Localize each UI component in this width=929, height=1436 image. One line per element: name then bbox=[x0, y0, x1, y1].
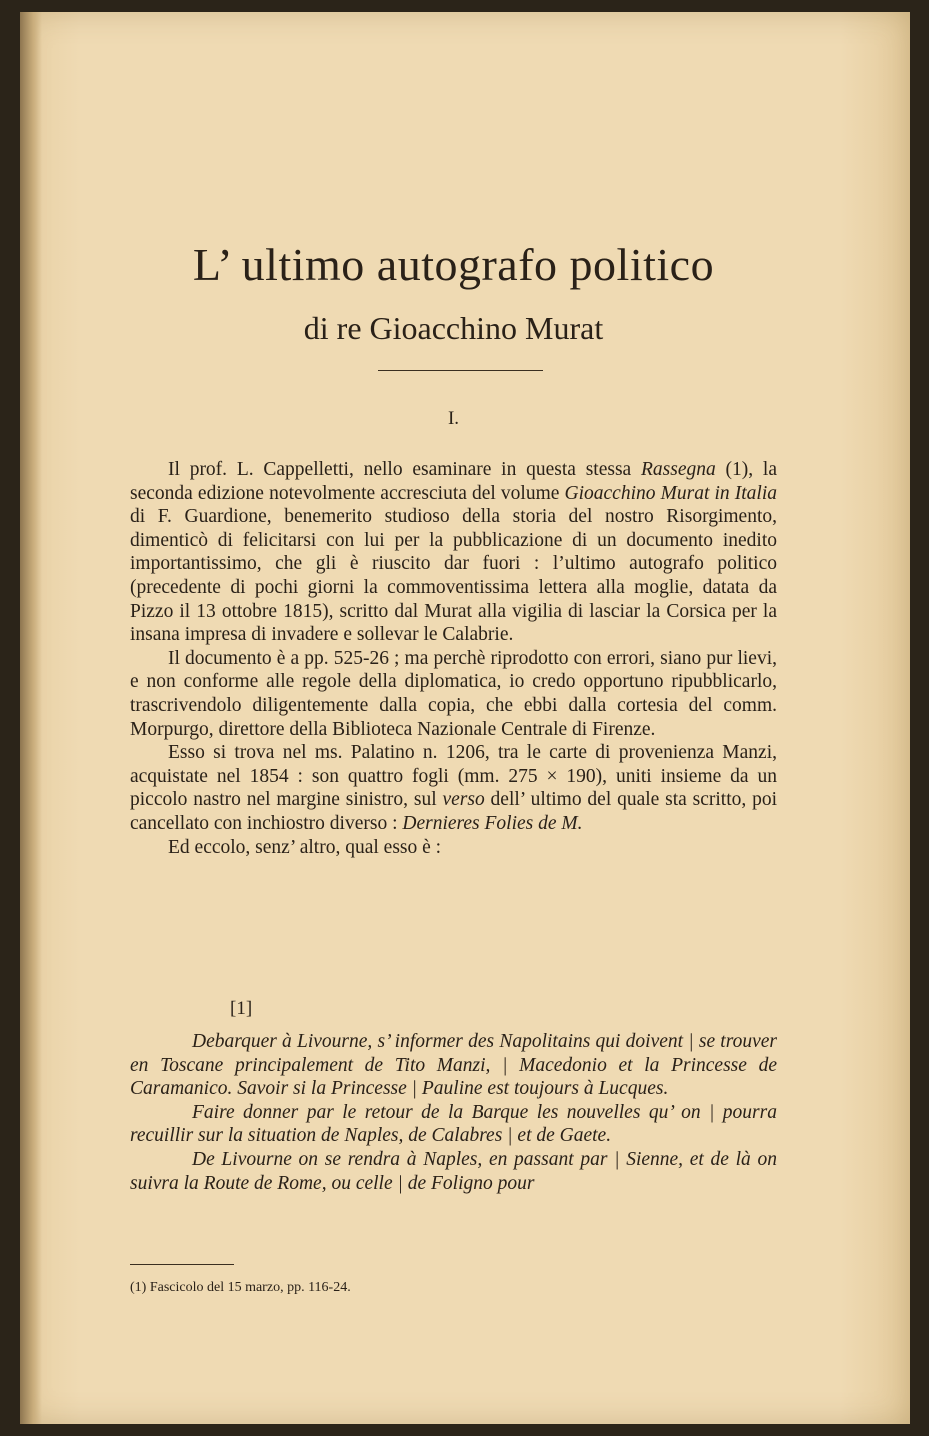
letter-paragraph: Debarquer à Livourne, s’ informer des Napolitains qui doivent | se trouver en Toscane principalement de Tito Manzi, | Macedonio et la Princesse de Caramanico. Savoir si la Princesse | Pauline est toujours à Lucques. bbox=[130, 1031, 777, 1100]
cancelled-note: Dernieres Folies de M. bbox=[402, 812, 583, 834]
paragraph-3: Esso si trova nel ms. Palatino n. 1206, tra le carte di provenienza Manzi, acquistate nel 1854 : son quattro fogli (mm. 275 × 190), uniti insieme da un piccolo nastro nel margine sinistro, sul verso dell’ ultimo del quale sta scritto, poi cancellato con inchiostro diverso : Dernieres Folies de M. bbox=[130, 742, 778, 834]
article-title: L’ ultimo autografo politico bbox=[192, 239, 715, 290]
letter-paragraph: Faire donner par le retour de la Barque les nouvelles qu’ on | pourra recuillir sur la situation de Naples, de Calabres | et de Gaete. bbox=[130, 1101, 777, 1147]
title-divider bbox=[378, 370, 543, 371]
letter-page-number: [1] bbox=[230, 998, 253, 1019]
section-number: I. bbox=[447, 408, 460, 429]
book-title: Gioacchino Murat in Italia bbox=[564, 482, 777, 504]
letter-transcription bbox=[130, 1030, 777, 1195]
footnote: (1) Fascicolo del 15 marzo, pp. 116-24. bbox=[130, 1280, 351, 1295]
body-text bbox=[130, 458, 777, 859]
footnote-divider bbox=[130, 1264, 234, 1265]
journal-title: Rassegna bbox=[641, 459, 716, 480]
paragraph-4: Ed eccolo, senz’ altro, qual esso è : bbox=[168, 836, 442, 858]
article-subtitle: di re Gioacchino Murat bbox=[303, 310, 604, 346]
page-gutter-shadow bbox=[20, 12, 42, 1424]
book-page bbox=[20, 12, 910, 1424]
paragraph-2: Il documento è a pp. 525-26 ; ma perchè riprodotto con errori, siano pur lievi, e non conforme alle regole della diplomatica, io credo opportuno ripubblicarlo, trascrivendolo diligentemente dalla copia, che ebbi dalla cortesia del comm. Morpurgo, direttore della Biblioteca Nazionale Centrale di Firenze. bbox=[130, 647, 777, 740]
paragraph-1: Il prof. L. Cappelletti, nello esaminare in questa stessa Rassegna (1), la seconda edizione notevolmente accresciuta del volume Gioacchino Murat in Italia di F. Guardione, benemerito studioso della storia del nostro Risorgimento, dimenticò di felicitarsi con lui per la pubblicazione di un documento inedito importantissimo, che gli è riuscito dar fuori : l’ultimo autografo politico (precedente di pochi giorni la commoventissima lettera alla moglie, datata da Pizzo il 13 ottobre 1815), scritto dal Murat alla vigilia di lasciar la Corsica per la insana impresa di invadere e sollevar le Calabrie. bbox=[130, 459, 777, 646]
letter-paragraph: De Livourne on se rendra à Naples, en passant par | Sienne, et de là on suivra la Route de Rome, ou celle | de Foligno pour bbox=[130, 1148, 777, 1194]
